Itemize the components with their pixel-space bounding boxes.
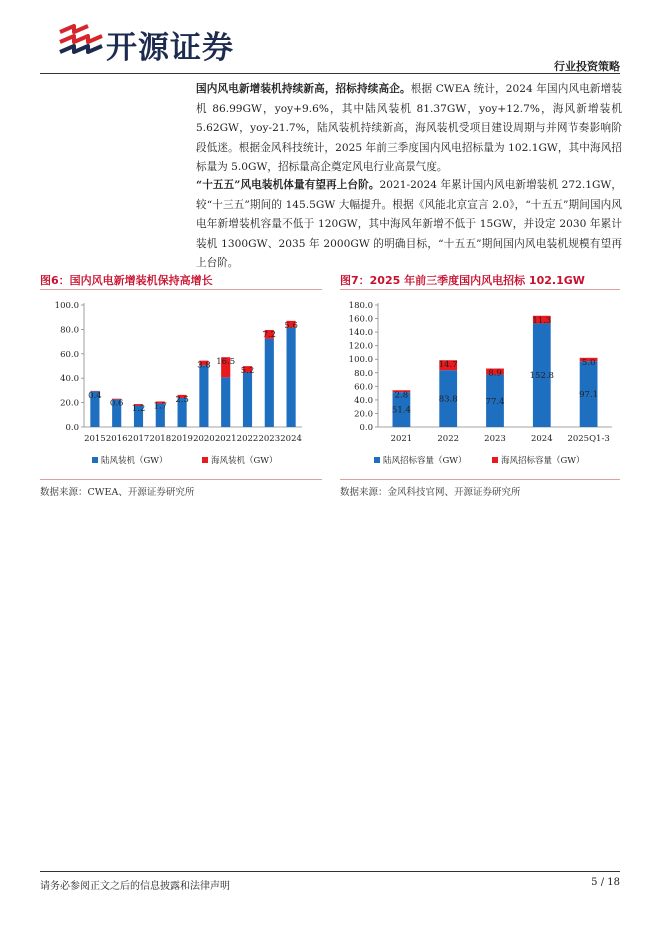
x-tick-label: 2023 [258,434,281,444]
x-tick-label: 2019 [171,434,193,444]
bar-top-label: 14.7 [438,360,458,371]
legend-swatch [374,457,380,463]
bar-top-label: 0.6 [109,398,124,409]
x-tick-label: 2024 [530,434,553,444]
y-tick-label: 120.0 [348,341,373,352]
bar-inner-label: 51.4 [391,405,411,416]
y-tick-label: 80.0 [354,368,373,379]
legend-label: 陆风招标容量（GW） [383,456,467,466]
y-tick-label: 0.0 [65,423,79,433]
paragraph-lead: “十五五”风电装机体量有望再上台阶。 [196,179,380,191]
y-tick-label: 0.0 [359,423,373,433]
document-type: 行业投资策略 [554,60,620,73]
y-tick-label: 40.0 [354,395,373,406]
legend-swatch [492,457,498,463]
paragraph-outlook [196,176,622,274]
figure-6-title: 图6：国内风电新增装机保持高增长 [40,274,213,287]
bar-top-label: 11.3 [532,315,552,326]
y-tick-label: 20.0 [60,398,79,409]
y-tick-label: 20.0 [354,409,373,420]
figure-7-chart [340,292,620,476]
bar-onshore [221,377,230,427]
header-divider [40,73,620,74]
y-tick-label: 100.0 [348,355,373,366]
paragraph-body: 根据 CWEA 统计，2024 年国内风电新增装机 86.99GW，yoy+9.6%，其中陆风装机 81.37GW，yoy+12.7%，海风新增装机 5.62GW，yoy-21.7%，陆风装机持续新高，海风装机受项目建设周期与并网节奏影响阶段低迷。根据金风科技统计，2025 年前三季度国内风电招标量为 102.1GW，其中海风招标量为 5.0GW，招标量高企奠定风电行业高景气度。 [196,83,622,174]
page-number: 5 / 18 [591,877,620,888]
figure-7-title: 图7：2025 年前三季度国内风电招标 102.1GW [340,274,585,287]
figure-6-source: 数据来源：CWEA、开源证券研究所 [40,487,195,498]
y-tick-label: 80.0 [60,325,79,336]
bar-top-label: 2.8 [394,390,409,401]
bar-top-label: 3.8 [197,360,211,371]
bar-onshore [265,339,274,427]
x-tick-label: 2016 [105,434,128,444]
bar-top-label: 5.2 [240,366,255,377]
x-tick-label: 2022 [236,434,259,444]
bar-top-label: 16.5 [216,357,236,368]
paragraph-body: 2021-2024 年累计国内风电新增装机 272.1GW，较“十三五”期间的 145.5GW 大幅提升。根据《风能北京宣言 2.0》，“十五五”期间国内风电年新增装机容量不低于 120GW，其中海风年新增不低于 15GW，并设定 2030 年累计装机 1300GW、2035 年 2000GW 的明确目标，“十五五”期间国内风电装机规模有望再上台阶。 [196,179,622,270]
y-tick-label: 180.0 [348,301,373,311]
bar-top-label: 1.2 [131,404,146,415]
bar-onshore [199,365,208,427]
figure-6-chart [40,292,322,476]
x-tick-label: 2020 [193,434,215,444]
x-tick-label: 2022 [437,434,460,444]
y-tick-label: 140.0 [348,328,373,339]
figure-6-top-rule [40,289,322,290]
x-tick-label: 2024 [280,434,302,444]
figure-7-bottom-rule [340,479,620,480]
figure-7-top-rule [340,289,620,290]
paragraph-lead: 国内风电新增装机持续新高，招标持续高企。 [196,83,411,95]
bar-top-label: 5.0 [581,357,596,368]
bar-top-label: 5.6 [284,320,298,331]
legend-label: 海风招标容量（GW） [501,456,585,466]
footer-disclaimer: 请务必参阅正文之后的信息披露和法律声明 [40,881,230,892]
x-tick-label: 2015 [84,434,106,444]
bar-onshore [287,328,296,427]
figure-7-source: 数据来源：金风科技官网、开源证券研究所 [340,487,521,498]
bar-top-label: 8.9 [488,368,502,379]
legend-label: 海风装机（GW） [211,456,278,466]
figure-6-bottom-rule [40,479,322,480]
bar-onshore [243,372,252,427]
legend-label: 陆风装机（GW） [101,456,168,466]
x-tick-label: 2025Q1-3 [567,434,610,444]
bar-top-label: 1.7 [153,401,168,412]
bar-inner-label: 77.4 [485,396,505,407]
y-tick-label: 100.0 [54,301,79,311]
brand-name: 开源证券 [106,30,234,66]
x-tick-label: 2018 [149,434,172,444]
legend-swatch [92,457,98,463]
y-tick-label: 60.0 [60,349,79,360]
y-tick-label: 40.0 [60,374,79,385]
legend-swatch [202,457,208,463]
y-tick-label: 60.0 [354,382,373,393]
bar-top-label: 2.5 [175,394,189,405]
bar-inner-label: 97.1 [579,390,599,401]
bar-inner-label: 152.8 [529,371,554,382]
bar-top-label: 0.4 [88,390,102,401]
bar-inner-label: 83.8 [438,394,458,405]
x-tick-label: 2021 [214,434,237,444]
x-tick-label: 2023 [484,434,506,444]
y-tick-label: 160.0 [348,314,373,325]
bar-top-label: 7.2 [262,330,277,341]
paragraph-installations [196,80,622,178]
x-tick-label: 2021 [390,434,413,444]
footer-divider [40,871,620,872]
x-tick-label: 2017 [127,434,150,444]
